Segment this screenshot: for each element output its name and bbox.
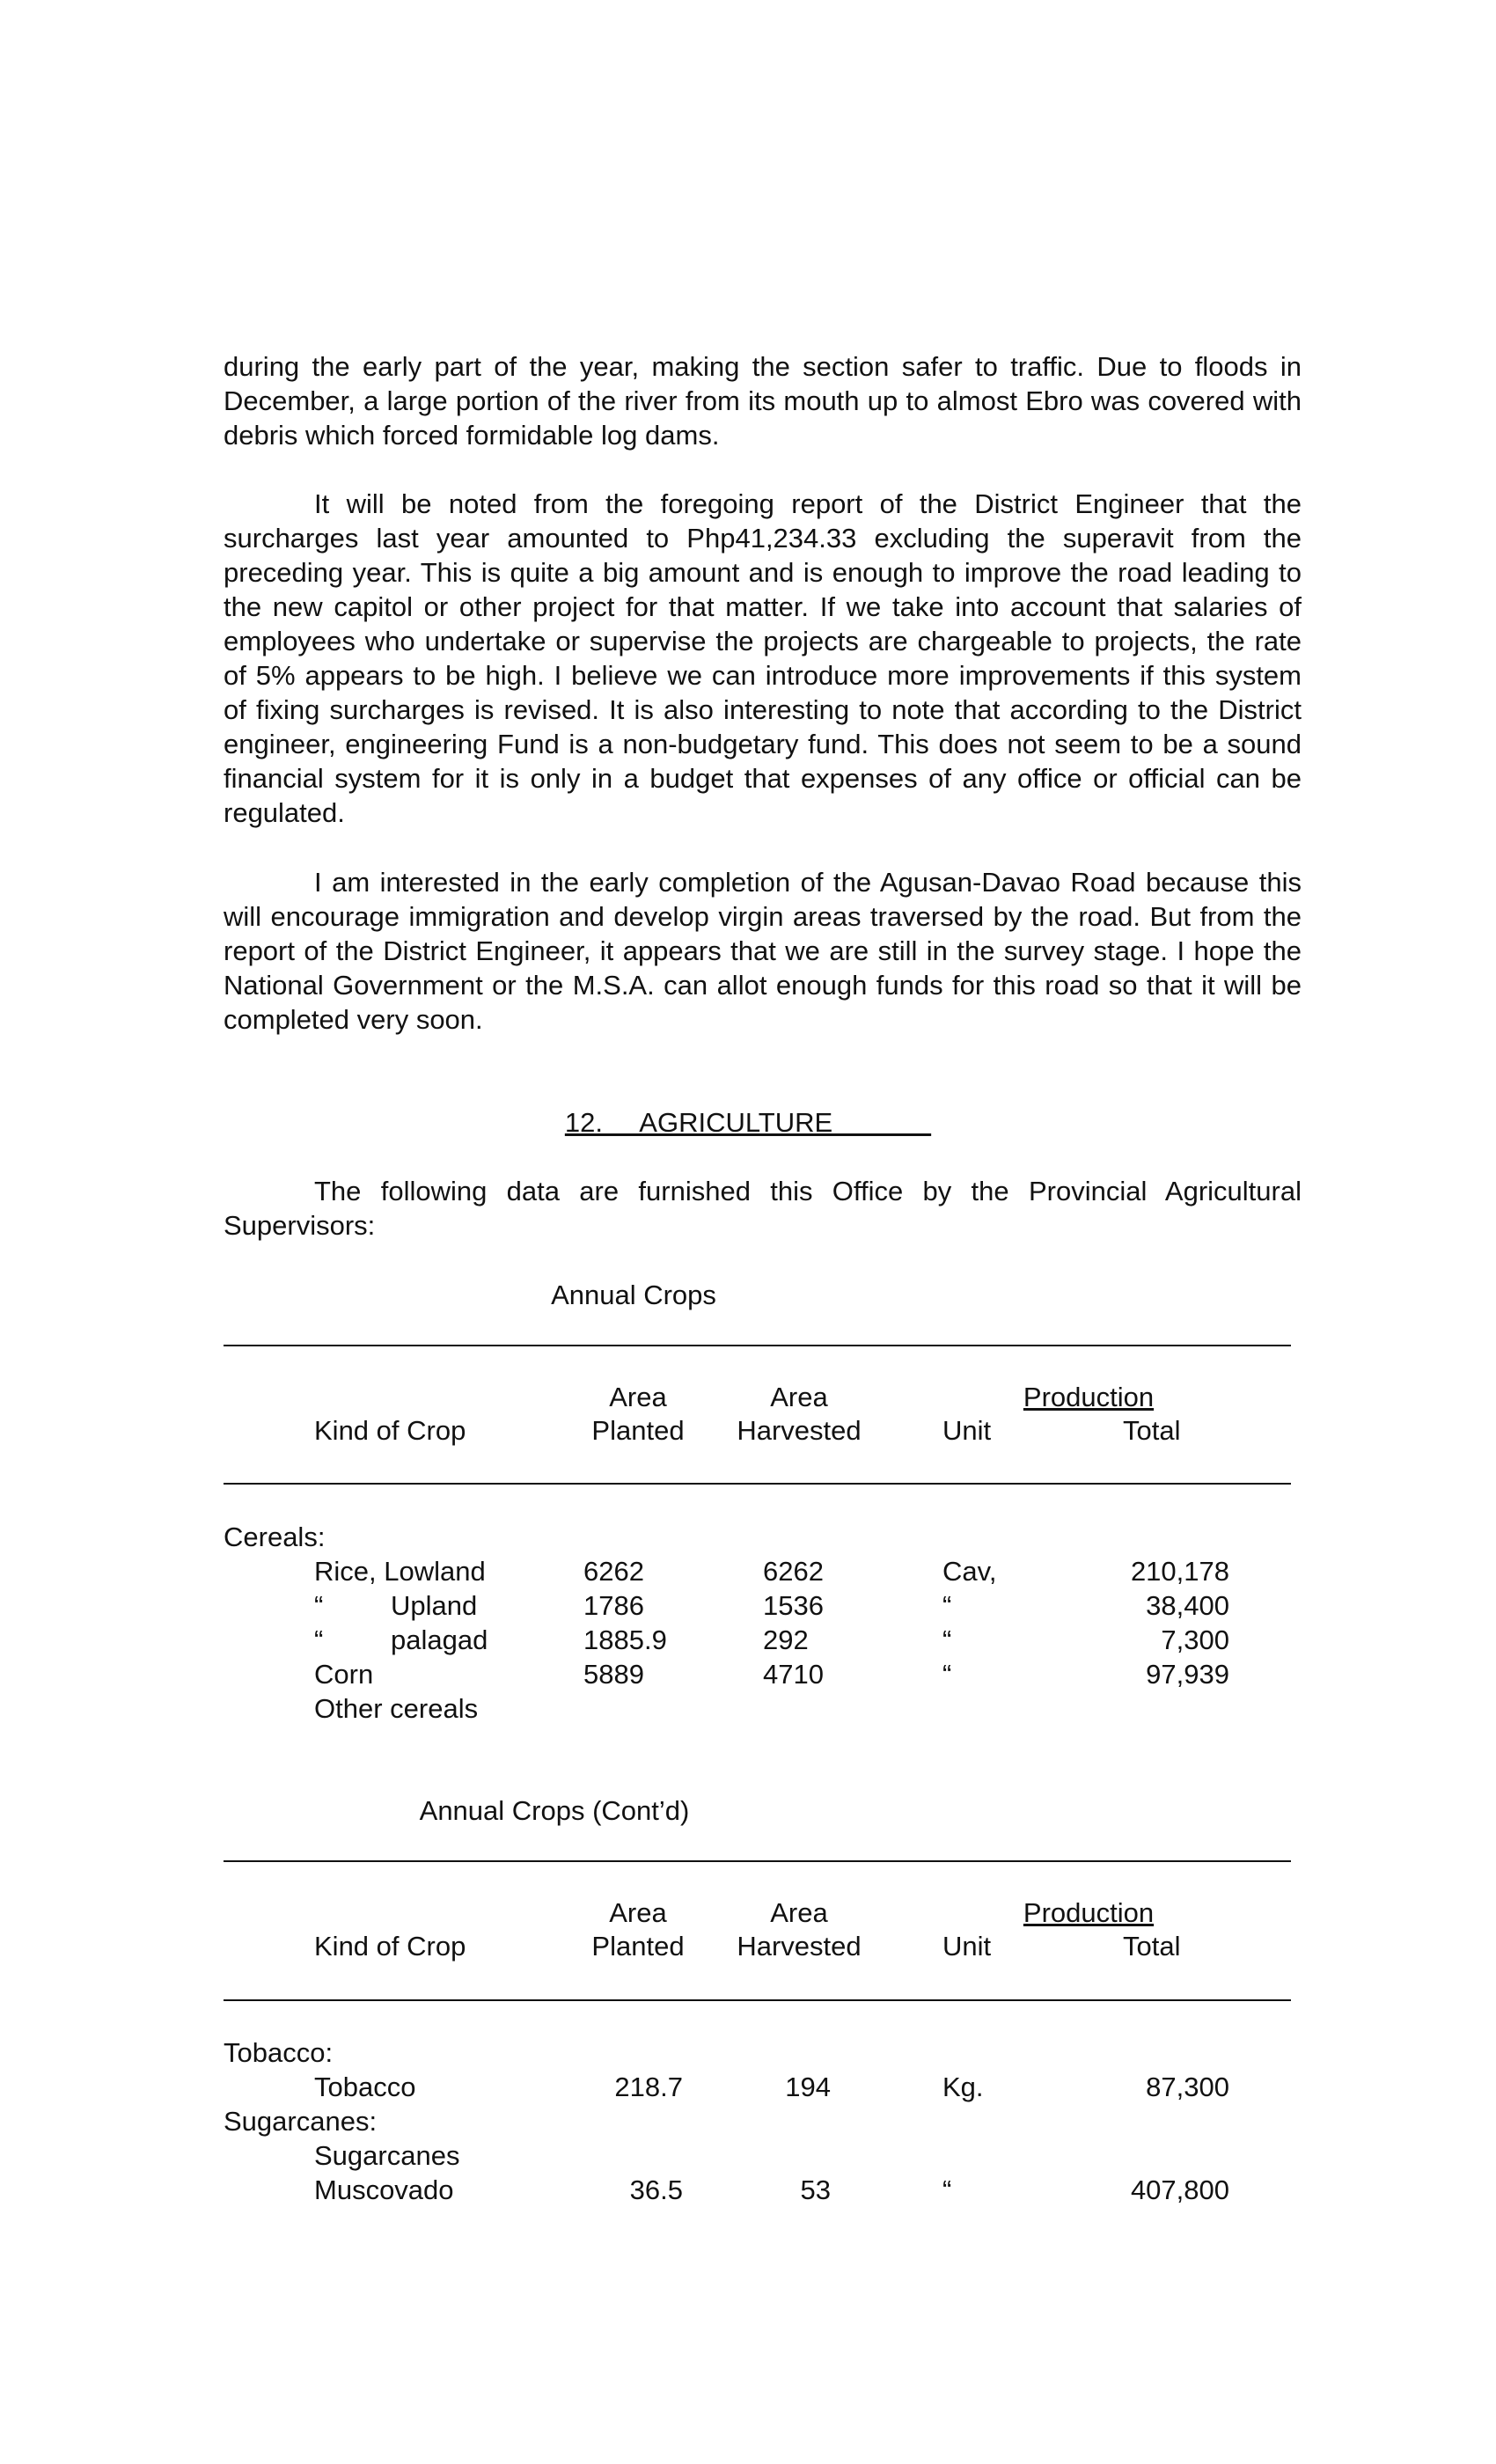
table-rule-top	[224, 1860, 1291, 1862]
header-production: Production	[1023, 1897, 1155, 1928]
production-total: 7,300	[1161, 1624, 1229, 1655]
crop-name: Corn	[314, 1659, 374, 1690]
table-caption: Annual Crops	[551, 1280, 716, 1310]
production-unit: “	[942, 1624, 952, 1655]
area-harvested: 53	[800, 2174, 831, 2205]
table-caption: Annual Crops (Cont’d)	[419, 1795, 690, 1826]
production-total: 87,300	[1146, 2072, 1229, 2102]
header-total: Total	[1123, 1931, 1181, 1962]
header-area-harvested-top: Area	[770, 1382, 828, 1412]
header-area-harvested-bottom: Harvested	[737, 1931, 862, 1962]
header-area-planted-bottom: Planted	[591, 1931, 685, 1962]
ditto-mark: “	[314, 1624, 324, 1655]
table-rule-header	[224, 1483, 1291, 1485]
header-unit: Unit	[942, 1415, 992, 1446]
area-planted: 1786	[583, 1590, 644, 1621]
area-planted: 6262	[583, 1556, 644, 1587]
production-total: 38,400	[1146, 1590, 1229, 1621]
group-label-sugarcanes: Sugarcanes:	[224, 2106, 378, 2137]
header-production: Production	[1023, 1382, 1155, 1412]
paragraph-intro: The following data are furnished this Office by the Provincial Agricultural Supervisors:	[224, 1176, 1302, 1241]
group-label-tobacco: Tobacco:	[224, 2037, 334, 2068]
header-unit: Unit	[942, 1931, 992, 1962]
crop-name: Other cereals	[314, 1693, 479, 1724]
header-area-planted-top: Area	[609, 1897, 667, 1928]
production-unit: Kg.	[942, 2072, 984, 2102]
production-total: 97,939	[1146, 1659, 1229, 1690]
header-area-planted-top: Area	[609, 1382, 667, 1412]
crop-name: Rice, Lowland	[314, 1556, 486, 1587]
ditto-mark: “	[314, 1590, 324, 1621]
crop-name-sugarcanes: Sugarcanes	[314, 2140, 460, 2171]
crop-name: Muscovado	[314, 2174, 454, 2205]
header-kind-of-crop: Kind of Crop	[314, 1931, 466, 1962]
paragraph-surcharges: It will be noted from the foregoing report of the District Engineer that the surcharges last year amounted to Php41,234.33 excluding the superavit from the preceding year. This is quite a big amount and is enough to improve the road leading to the new capitol or other project for that matter. If we take into account that salaries of employees who undertake or supervise the projects are chargeable to projects, the rate of 5% appears to be high. I believe we can introduce more improvements if this system of fixing surcharges is revised. It is also interesting to note that according to the District engineer, engineering Fund is a non-budgetary fund. This does not seem to be a sound financial system for it is only in a budget that expenses of any office or official can be regulated.	[224, 488, 1302, 828]
header-area-harvested-top: Area	[770, 1897, 828, 1928]
crop-name: Tobacco	[314, 2072, 416, 2102]
area-harvested: 292	[763, 1624, 809, 1655]
production-unit: “	[942, 1659, 952, 1690]
area-harvested: 4710	[763, 1659, 824, 1690]
table-rule-header	[224, 1999, 1291, 2001]
section-heading-text: 12. AGRICULTURE	[564, 1107, 932, 1138]
crop-name: palagad	[391, 1624, 488, 1655]
production-total: 210,178	[1130, 1556, 1229, 1587]
paragraph-agusan-davao-road: I am interested in the early completion of the Agusan-Davao Road because this will encourage immigration and develop virgin areas traversed by the road. But from the report of the District Engineer, it appears that we are still in the survey stage. I hope the National Government or the M.S.A. can allot enough funds for this road so that it will be completed very soon.	[224, 867, 1302, 1035]
area-planted: 1885.9	[583, 1624, 667, 1655]
production-unit: “	[942, 1590, 952, 1621]
section-heading-agriculture	[0, 1105, 1496, 1140]
production-unit: “	[942, 2174, 952, 2205]
group-label-cereals: Cereals:	[224, 1522, 326, 1552]
production-total: 407,800	[1130, 2174, 1229, 2205]
area-harvested: 194	[785, 2072, 831, 2102]
area-planted: 36.5	[629, 2174, 683, 2205]
header-area-harvested-bottom: Harvested	[737, 1415, 862, 1446]
header-area-planted-bottom: Planted	[591, 1415, 685, 1446]
area-harvested: 6262	[763, 1556, 824, 1587]
area-harvested: 1536	[763, 1590, 824, 1621]
header-kind-of-crop: Kind of Crop	[314, 1415, 466, 1446]
crop-name: Upland	[391, 1590, 478, 1621]
area-planted: 218.7	[614, 2072, 683, 2102]
production-unit: Cav,	[942, 1556, 997, 1587]
paragraph-floods: during the early part of the year, making the section safer to traffic. Due to floods in December, a large portion of the river from its mouth up to almost Ebro was covered with debris which forced formidable log dams.	[224, 351, 1302, 451]
table-rule-top	[224, 1345, 1291, 1346]
area-planted: 5889	[583, 1659, 644, 1690]
header-total: Total	[1123, 1415, 1181, 1446]
